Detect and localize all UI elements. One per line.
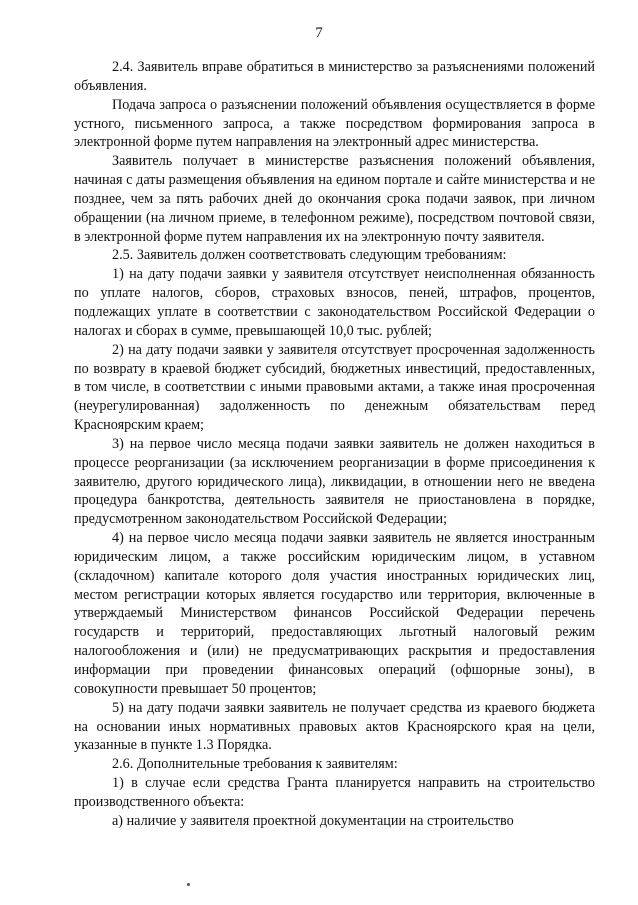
requirement-item-1: 1) на дату подачи заявки у заявителя отсутствует неисполненная обязанность по уплате налогов, сборов, страховых взносов, пеней, штрафов, процентов, подлежащих уплате в соответствии с законодательством Российской Федерации о налогах и сборах в сумме, превышающей 10,0 тыс. рублей; [74,266,595,339]
scan-speck [187,883,190,886]
paragraph-clarifications: Заявитель получает в министерстве разъяснения положений объявления, начиная с даты размещения объявления на едином портале и сайте министерства и не позднее, чем за пять рабочих дней до окончания срока подачи заявок, при личном обращении (на личном приеме, в телефонном режиме), посредством почтовой связи, в электронной форме путем направления их на электронную почту заявителя. [74,153,595,245]
paragraph-2-5: 2.5. Заявитель должен соответствовать следующим требованиям: [112,247,507,264]
requirement-item-5: 5) на дату подачи заявки заявитель не получает средства из краевого бюджета на основании иных нормативных правовых актов Красноярского края на цели, указанные в пункте 1.3 Порядка. [74,699,595,754]
page-number: 7 [315,25,323,41]
document-body [74,58,595,831]
requirement-item-2: 2) на дату подачи заявки у заявителя отсутствует просроченная задолженность по возврату в краевой бюджет субсидий, бюджетных инвестиций, предоставленных, в том числе, в соответствии с иными правовыми актами, а также иная просроченная (неурегулированная) задолженность по денежным обязательствам перед Красноярским краем; [74,341,595,434]
paragraph-2-6: 2.6. Дополнительные требования к заявителям: [112,756,398,773]
paragraph-request-submission: Подача запроса о разъяснении положений объявления осуществляется в форме устного, письменного запроса, а также посредством формирования запроса в электронной форме путем направления на электронный адрес министерства. [74,96,595,151]
additional-requirement-item-1: 1) в случае если средства Гранта планируется направить на строительство производственного объекта: [74,775,595,810]
requirement-item-3: 3) на первое число месяца подачи заявки заявитель не должен находиться в процессе реорганизации (за исключением реорганизации в форме присоединения к заявителю, другого юридического лица), ликвидации, в отношении него не введена процедура банкротства, деятельность заявителя не приостановлена в порядке, предусмотренном законодательством Российской Федерации; [74,435,595,528]
paragraph-2-4: 2.4. Заявитель вправе обратиться в министерство за разъяснениями положений объявления. [74,59,595,94]
additional-requirement-subitem-a: а) наличие у заявителя проектной документации на строительство [112,812,514,829]
requirement-item-4: 4) на первое число месяца подачи заявки заявитель не является иностранным юридическим лицом, а также российским юридическим лицом, в уставном (складочном) капитале которого доля участия иностранных юридических лиц, местом регистрации которых является государство или территория, включенные в утверждаемый Министерством финансов Российской Федерации перечень государств и территорий, предоставляющих льготный налоговый режим налогообложения и (или) не предусматривающих раскрытия и предоставления информации при проведении финансовых операций (офшорные зоны), в совокупности превышает 50 процентов; [74,530,595,697]
